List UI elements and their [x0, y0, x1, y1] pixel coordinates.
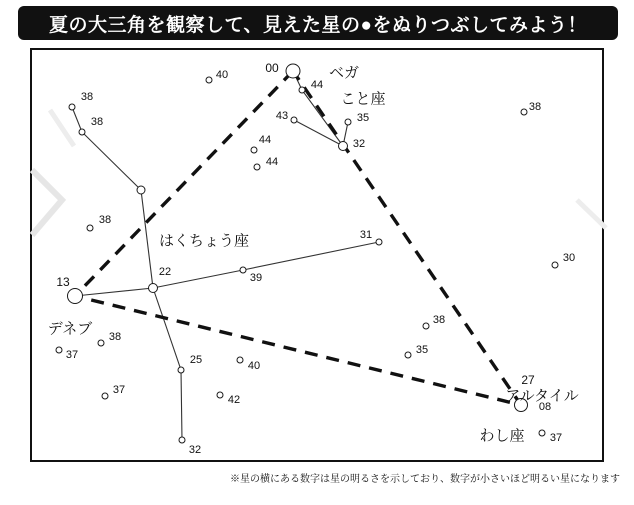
magnitude-label-star-40b: 40 — [247, 360, 261, 372]
star-star-35[interactable] — [345, 119, 352, 126]
magnitude-label-star-30: 30 — [562, 252, 576, 264]
magnitude-label-star-38d: 38 — [98, 214, 112, 226]
star-deneb[interactable] — [67, 288, 83, 304]
magnitude-label-star-38c: 38 — [528, 101, 542, 113]
star-star-32a[interactable] — [338, 141, 348, 151]
altair-label: アルタイル — [505, 387, 579, 405]
page-title: 夏の大三角を観察して、見えた星の●をぬりつぶしてみよう！ — [48, 14, 588, 36]
star-map-canvas — [32, 50, 602, 460]
page-title-banner — [18, 6, 618, 40]
magnitude-label-star-32a: 32 — [352, 138, 366, 150]
star-star-44b[interactable] — [251, 147, 258, 154]
magnitude-label-star-44b: 44 — [258, 134, 272, 146]
magnitude-label-star-37b: 37 — [112, 384, 126, 396]
star-vega[interactable] — [286, 64, 301, 79]
star-star-38b[interactable] — [79, 129, 86, 136]
magnitude-label-star-37c: 37 — [549, 432, 563, 444]
star-star-37b[interactable] — [102, 393, 109, 400]
star-star-44c[interactable] — [254, 164, 261, 171]
star-star-40a[interactable] — [206, 77, 213, 84]
star-map-frame — [30, 48, 604, 462]
star-star-37a[interactable] — [56, 347, 63, 354]
magnitude-label-star-38a: 38 — [80, 91, 94, 103]
stars-layer — [32, 50, 602, 460]
magnitude-label-star-37a: 37 — [65, 349, 79, 361]
star-star-37c[interactable] — [539, 430, 546, 437]
star-star-38e[interactable] — [423, 323, 430, 330]
deneb-label: デネブ — [47, 320, 93, 338]
magnitude-label-star-43: 43 — [275, 110, 289, 122]
magnitude-label-star-44c: 44 — [265, 156, 279, 168]
star-star-30[interactable] — [552, 262, 559, 269]
star-star-40b[interactable] — [237, 357, 244, 364]
magnitude-label-star-25: 25 — [189, 354, 203, 366]
star-star-22[interactable] — [148, 283, 158, 293]
magnitude-label-altair: 27 — [521, 373, 535, 387]
magnitude-label-deneb: 13 — [56, 275, 70, 289]
star-star-44a[interactable] — [299, 87, 306, 94]
magnitude-label-star-38f: 38 — [108, 331, 122, 343]
vega-label: ベガ — [328, 64, 360, 82]
magnitude-label-star-44a: 44 — [310, 79, 324, 91]
magnitude-label-star-22: 22 — [158, 266, 172, 278]
magnitude-label-star-42: 42 — [227, 394, 241, 406]
magnitude-label-star-35: 35 — [356, 112, 370, 124]
magnitude-label-star-08: 08 — [538, 401, 552, 413]
star-star-25[interactable] — [178, 367, 185, 374]
lyra-label: こと座 — [340, 90, 386, 108]
star-star-38d[interactable] — [87, 225, 94, 232]
magnitude-footnote: ※星の横にある数字は星の明るさを示しており、数字が小さいほど明るい星になります — [230, 474, 620, 485]
star-star-38f[interactable] — [98, 340, 105, 347]
cygnus-label: はくちょう座 — [158, 232, 250, 250]
star-node-mid[interactable] — [137, 186, 146, 195]
magnitude-label-star-39: 39 — [249, 272, 263, 284]
star-star-39[interactable] — [240, 267, 247, 274]
magnitude-label-vega: 00 — [265, 61, 279, 75]
star-star-42[interactable] — [217, 392, 224, 399]
star-star-43[interactable] — [291, 117, 298, 124]
magnitude-label-star-40a: 40 — [215, 69, 229, 81]
magnitude-label-star-32b: 32 — [188, 444, 202, 456]
magnitude-label-star-35b: 35 — [415, 344, 429, 356]
star-star-35b[interactable] — [405, 352, 412, 359]
magnitude-label-star-38b: 38 — [90, 116, 104, 128]
magnitude-label-star-31: 31 — [359, 229, 373, 241]
star-star-38a[interactable] — [69, 104, 76, 111]
star-star-38c[interactable] — [521, 109, 528, 116]
star-star-32b[interactable] — [179, 437, 186, 444]
magnitude-label-star-38e: 38 — [432, 314, 446, 326]
star-star-31[interactable] — [376, 239, 383, 246]
aquila-label: わし座 — [479, 427, 525, 445]
